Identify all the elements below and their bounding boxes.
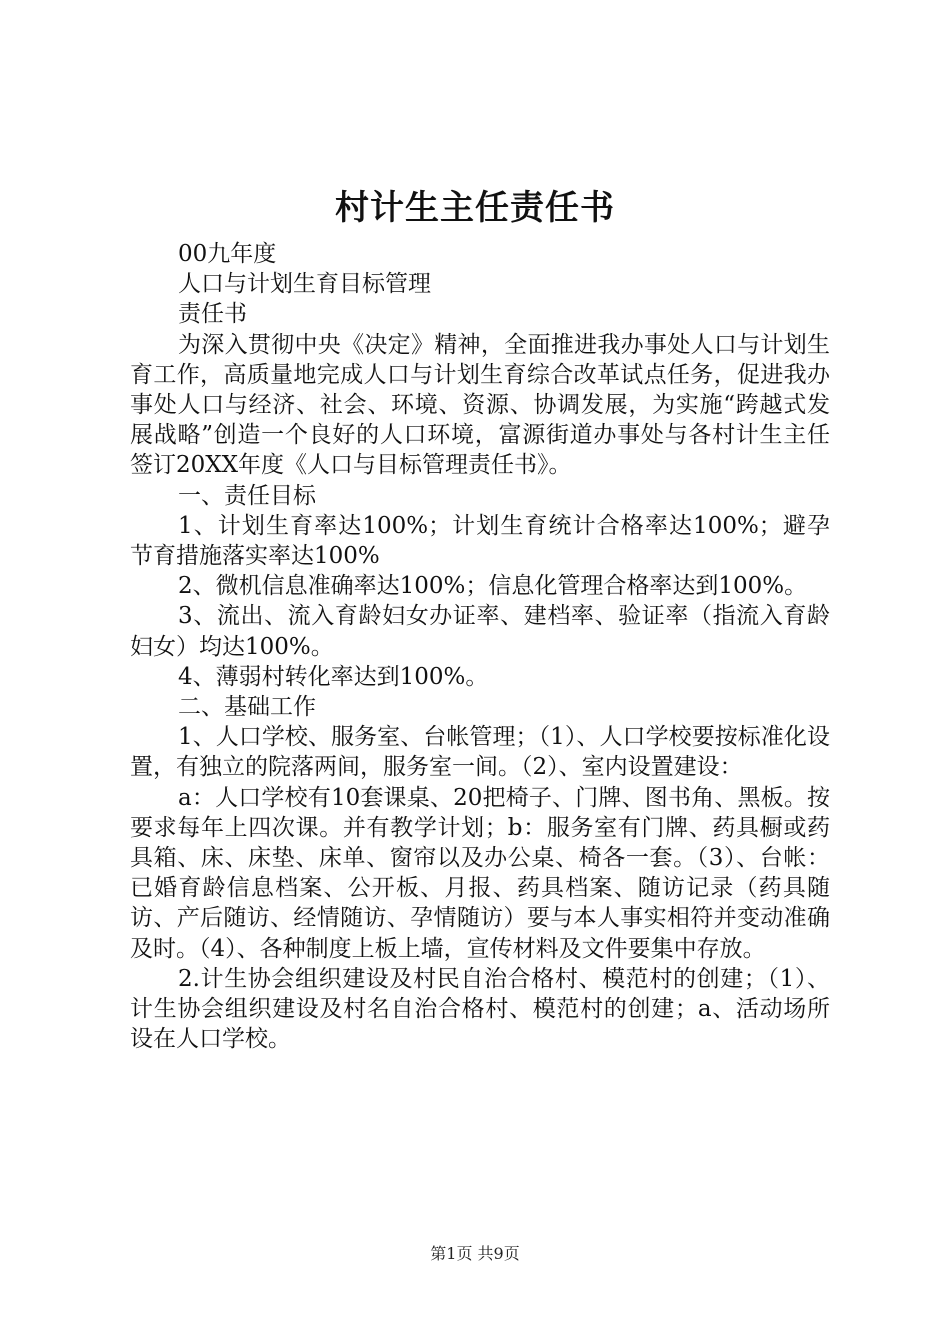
paragraph-goal-2: 2、微机信息准确率达100%；信息化管理合格率达到100%。	[178, 573, 808, 600]
section-heading-basic-work: 二、基础工作	[178, 694, 316, 721]
paragraph-subtitle: 人口与计划生育目标管理	[178, 271, 431, 298]
document-body	[130, 239, 830, 1054]
paragraph-goal-1: 1、计划生育率达100%；计划生育统计合格率达100%；避孕节育措施落实率达100%	[130, 512, 830, 570]
paragraph-doc-type: 责任书	[178, 301, 247, 328]
paragraph-basic-1a: a：人口学校有10套课桌、20把椅子、门牌、图书角、黑板。按要求每年上四次课。并有教学计划；b：服务室有门牌、药具橱或药具箱、床、床垫、床单、窗帘以及办公桌、椅各一套。（3）、台帐：已婚育龄信息档案、公开板、月报、药具档案、随访记录（药具随访、产后随访、经情随访、孕情随访）要与本人事实相符并变动准确及时。（4）、各种制度上板上墙，宣传材料及文件要集中存放。	[130, 784, 830, 962]
paragraph-basic-2: 2.计生协会组织建设及村民自治合格村、模范村的创建；（1）、计生协会组织建设及村名自治合格村、模范村的创建；a、活动场所设在人口学校。	[130, 965, 830, 1053]
paragraph-intro: 为深入贯彻中央《决定》精神，全面推进我办事处人口与计划生育工作，高质量地完成人口与计划生育综合改革试点任务，促进我办事处人口与经济、社会、环境、资源、协调发展，为实施“跨越式发展战略”创造一个良好的人口环境，富源街道办事处与各村计生主任签订20XX年度《人口与目标管理责任书》。	[130, 331, 830, 479]
paragraph-goal-4: 4、薄弱村转化率达到100%。	[178, 663, 489, 690]
paragraph-goal-3: 3、流出、流入育龄妇女办证率、建档率、验证率（指流入育龄妇女）均达100%。	[130, 603, 830, 660]
paragraph-year: 00九年度	[178, 241, 277, 267]
paragraph-basic-1: 1、人口学校、服务室、台帐管理；（1）、人口学校要按标准化设置，有独立的院落两间，服务室一间。（2）、室内设置建设：	[130, 724, 830, 781]
page-footer: 第1页 共9页	[430, 1244, 520, 1263]
section-heading-goals: 一、责任目标	[178, 482, 316, 509]
document-title: 村计生主任责任书	[335, 188, 615, 228]
